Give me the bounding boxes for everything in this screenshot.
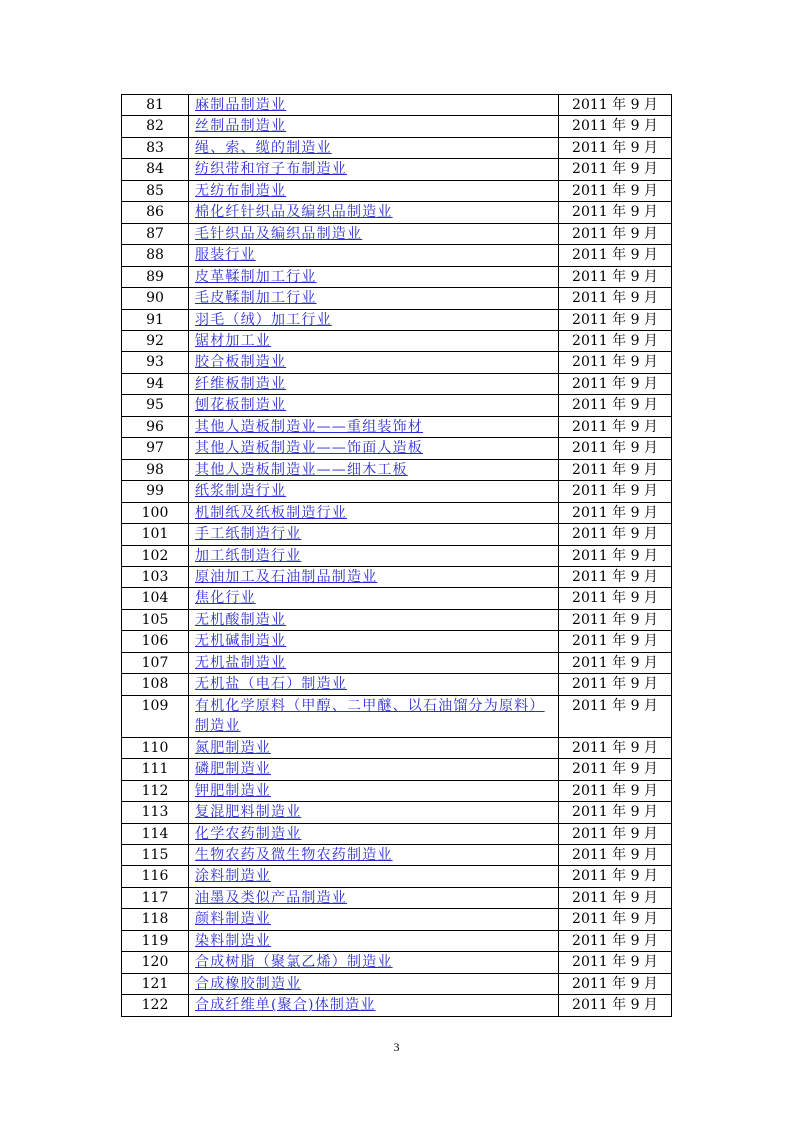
date-cell: 2011 年 9 月 xyxy=(559,780,672,801)
industry-name-cell xyxy=(189,909,559,930)
industry-name-cell xyxy=(189,631,559,652)
date-cell: 2011 年 9 月 xyxy=(559,609,672,630)
date-cell: 2011 年 9 月 xyxy=(559,674,672,695)
row-number: 87 xyxy=(122,223,189,244)
industry-name-cell xyxy=(189,823,559,844)
industry-link[interactable]: 纸浆制造行业 xyxy=(195,483,287,500)
industry-name-cell xyxy=(189,116,559,137)
industry-link[interactable]: 其他人造板制造业——细木工板 xyxy=(195,461,408,478)
table-row xyxy=(122,588,672,609)
industry-name-cell xyxy=(189,373,559,394)
industry-name-cell xyxy=(189,566,559,587)
row-number: 98 xyxy=(122,459,189,480)
row-number: 97 xyxy=(122,438,189,459)
industry-link[interactable]: 磷肥制造业 xyxy=(195,761,271,778)
row-number: 84 xyxy=(122,159,189,180)
industry-name-cell xyxy=(189,95,559,116)
date-cell: 2011 年 9 月 xyxy=(559,245,672,266)
date-cell: 2011 年 9 月 xyxy=(559,137,672,158)
table-row xyxy=(122,823,672,844)
industry-name-cell xyxy=(189,352,559,373)
date-cell: 2011 年 9 月 xyxy=(559,545,672,566)
row-number: 111 xyxy=(122,759,189,780)
industry-link[interactable]: 棉化纤针织品及编织品制造业 xyxy=(195,204,393,221)
industry-name-cell xyxy=(189,609,559,630)
table-row xyxy=(122,245,672,266)
table-row xyxy=(122,116,672,137)
row-number: 107 xyxy=(122,652,189,673)
row-number: 92 xyxy=(122,330,189,351)
industry-link[interactable]: 涂料制造业 xyxy=(195,868,271,885)
date-cell: 2011 年 9 月 xyxy=(559,159,672,180)
industry-link[interactable]: 合成纤维单(聚合)体制造业 xyxy=(195,997,376,1014)
table-row xyxy=(122,802,672,823)
industry-link[interactable]: 锯材加工业 xyxy=(195,332,271,349)
table-body xyxy=(122,95,672,1017)
row-number: 100 xyxy=(122,502,189,523)
table-row xyxy=(122,180,672,201)
row-number: 86 xyxy=(122,202,189,223)
table-row xyxy=(122,930,672,951)
industry-name-cell xyxy=(189,545,559,566)
row-number: 118 xyxy=(122,909,189,930)
table-row xyxy=(122,887,672,908)
row-number: 93 xyxy=(122,352,189,373)
row-number: 104 xyxy=(122,588,189,609)
row-number: 122 xyxy=(122,995,189,1016)
industry-standards-table xyxy=(121,94,672,1017)
industry-link[interactable]: 手工纸制造行业 xyxy=(195,526,302,543)
industry-name-cell xyxy=(189,202,559,223)
date-cell: 2011 年 9 月 xyxy=(559,995,672,1016)
industry-link[interactable]: 羽毛（绒）加工行业 xyxy=(195,311,332,328)
row-number: 110 xyxy=(122,737,189,758)
industry-link[interactable]: 无机碱制造业 xyxy=(195,633,287,650)
table-row xyxy=(122,95,672,116)
row-number: 121 xyxy=(122,973,189,994)
table-row xyxy=(122,545,672,566)
industry-name-cell xyxy=(189,973,559,994)
industry-name-cell xyxy=(189,309,559,330)
date-cell: 2011 年 9 月 xyxy=(559,438,672,459)
industry-name-cell xyxy=(189,952,559,973)
industry-name-cell xyxy=(189,266,559,287)
date-cell: 2011 年 9 月 xyxy=(559,502,672,523)
industry-name-cell xyxy=(189,137,559,158)
date-cell: 2011 年 9 月 xyxy=(559,288,672,309)
industry-link[interactable]: 毛皮鞣制加工行业 xyxy=(195,290,317,307)
industry-link[interactable]: 胶合板制造业 xyxy=(195,354,287,371)
industry-link[interactable]: 无机酸制造业 xyxy=(195,611,287,628)
row-number: 103 xyxy=(122,566,189,587)
row-number: 81 xyxy=(122,95,189,116)
date-cell: 2011 年 9 月 xyxy=(559,737,672,758)
industry-link[interactable]: 原油加工及石油制品制造业 xyxy=(195,568,378,585)
date-cell: 2011 年 9 月 xyxy=(559,844,672,865)
industry-name-cell xyxy=(189,652,559,673)
row-number: 109 xyxy=(122,695,189,737)
date-cell: 2011 年 9 月 xyxy=(559,481,672,502)
date-cell: 2011 年 9 月 xyxy=(559,695,672,737)
industry-link[interactable]: 纤维板制造业 xyxy=(195,375,287,392)
date-cell: 2011 年 9 月 xyxy=(559,588,672,609)
industry-name-cell xyxy=(189,737,559,758)
table-row xyxy=(122,952,672,973)
industry-link[interactable]: 加工纸制造行业 xyxy=(195,547,302,564)
row-number: 102 xyxy=(122,545,189,566)
row-number: 91 xyxy=(122,309,189,330)
table-row xyxy=(122,159,672,180)
row-number: 89 xyxy=(122,266,189,287)
industry-name-cell xyxy=(189,223,559,244)
table-row xyxy=(122,416,672,437)
industry-link[interactable]: 服装行业 xyxy=(195,247,256,264)
industry-name-cell xyxy=(189,674,559,695)
industry-name-cell xyxy=(189,930,559,951)
industry-link[interactable]: 无机盐制造业 xyxy=(195,654,287,671)
industry-name-cell xyxy=(189,995,559,1016)
industry-name-cell xyxy=(189,524,559,545)
table-row xyxy=(122,631,672,652)
industry-link[interactable]: 合成树脂（聚氯乙烯）制造业 xyxy=(195,954,393,971)
date-cell: 2011 年 9 月 xyxy=(559,524,672,545)
industry-link[interactable]: 其他人造板制造业——饰面人造板 xyxy=(195,440,423,457)
table-row xyxy=(122,373,672,394)
page-number: 3 xyxy=(393,1040,400,1054)
table-row xyxy=(122,137,672,158)
row-number: 99 xyxy=(122,481,189,502)
table-row xyxy=(122,909,672,930)
industry-link[interactable]: 生物农药及微生物农药制造业 xyxy=(195,846,393,863)
industry-name-cell xyxy=(189,780,559,801)
row-number: 96 xyxy=(122,416,189,437)
table-row xyxy=(122,866,672,887)
date-cell: 2011 年 9 月 xyxy=(559,759,672,780)
date-cell: 2011 年 9 月 xyxy=(559,930,672,951)
industry-link[interactable]: 复混肥料制造业 xyxy=(195,804,302,821)
table-row xyxy=(122,330,672,351)
row-number: 82 xyxy=(122,116,189,137)
industry-name-cell xyxy=(189,416,559,437)
row-number: 105 xyxy=(122,609,189,630)
table-row xyxy=(122,288,672,309)
industry-name-cell xyxy=(189,245,559,266)
date-cell: 2011 年 9 月 xyxy=(559,373,672,394)
industry-link[interactable]: 无纺布制造业 xyxy=(195,182,287,199)
date-cell: 2011 年 9 月 xyxy=(559,566,672,587)
date-cell: 2011 年 9 月 xyxy=(559,116,672,137)
row-number: 115 xyxy=(122,844,189,865)
table-row xyxy=(122,202,672,223)
row-number: 101 xyxy=(122,524,189,545)
table-row xyxy=(122,695,672,737)
row-number: 113 xyxy=(122,802,189,823)
table-row xyxy=(122,438,672,459)
date-cell: 2011 年 9 月 xyxy=(559,330,672,351)
date-cell: 2011 年 9 月 xyxy=(559,352,672,373)
row-number: 95 xyxy=(122,395,189,416)
industry-link[interactable]: 绳、索、缆的制造业 xyxy=(195,139,332,156)
industry-name-cell xyxy=(189,330,559,351)
table-row xyxy=(122,352,672,373)
date-cell: 2011 年 9 月 xyxy=(559,631,672,652)
industry-name-cell xyxy=(189,180,559,201)
table-row xyxy=(122,524,672,545)
date-cell: 2011 年 9 月 xyxy=(559,180,672,201)
industry-link[interactable]: 化学农药制造业 xyxy=(195,825,302,842)
industry-link[interactable]: 麻制品制造业 xyxy=(195,97,287,113)
date-cell: 2011 年 9 月 xyxy=(559,909,672,930)
industry-name-cell xyxy=(189,588,559,609)
industry-link[interactable]: 油墨及类似产品制造业 xyxy=(195,889,347,906)
industry-name-cell xyxy=(189,502,559,523)
table-row xyxy=(122,266,672,287)
row-number: 108 xyxy=(122,674,189,695)
industry-name-cell xyxy=(189,481,559,502)
industry-link[interactable]: 无机盐（电石）制造业 xyxy=(195,676,347,693)
table-row xyxy=(122,566,672,587)
row-number: 90 xyxy=(122,288,189,309)
date-cell: 2011 年 9 月 xyxy=(559,95,672,116)
industry-name-cell xyxy=(189,695,559,737)
table-row xyxy=(122,674,672,695)
date-cell: 2011 年 9 月 xyxy=(559,202,672,223)
row-number: 94 xyxy=(122,373,189,394)
table-row xyxy=(122,844,672,865)
industry-link[interactable]: 机制纸及纸板制造行业 xyxy=(195,504,347,521)
table-row xyxy=(122,973,672,994)
industry-link[interactable]: 纺织带和帘子布制造业 xyxy=(195,161,347,178)
industry-name-cell xyxy=(189,438,559,459)
table-row xyxy=(122,652,672,673)
industry-link[interactable]: 毛针织品及编织品制造业 xyxy=(195,225,363,242)
row-number: 106 xyxy=(122,631,189,652)
row-number: 114 xyxy=(122,823,189,844)
table-row xyxy=(122,502,672,523)
table-row xyxy=(122,223,672,244)
industry-link[interactable]: 钾肥制造业 xyxy=(195,782,271,799)
industry-name-cell xyxy=(189,802,559,823)
date-cell: 2011 年 9 月 xyxy=(559,823,672,844)
row-number: 119 xyxy=(122,930,189,951)
date-cell: 2011 年 9 月 xyxy=(559,416,672,437)
table-row xyxy=(122,309,672,330)
row-number: 85 xyxy=(122,180,189,201)
row-number: 88 xyxy=(122,245,189,266)
industry-link[interactable]: 合成橡胶制造业 xyxy=(195,975,302,992)
row-number: 120 xyxy=(122,952,189,973)
table-row xyxy=(122,759,672,780)
date-cell: 2011 年 9 月 xyxy=(559,395,672,416)
industry-name-cell xyxy=(189,887,559,908)
date-cell: 2011 年 9 月 xyxy=(559,952,672,973)
industry-name-cell xyxy=(189,866,559,887)
date-cell: 2011 年 9 月 xyxy=(559,973,672,994)
table-row xyxy=(122,995,672,1016)
industry-link[interactable]: 颜料制造业 xyxy=(195,911,271,928)
table-row xyxy=(122,459,672,480)
table-row xyxy=(122,780,672,801)
industry-name-cell xyxy=(189,395,559,416)
industry-link[interactable]: 氮肥制造业 xyxy=(195,739,271,756)
row-number: 83 xyxy=(122,137,189,158)
industry-link[interactable]: 焦化行业 xyxy=(195,590,256,607)
industry-name-cell xyxy=(189,159,559,180)
industry-link[interactable]: 有机化学原料（甲醇、二甲醚、以石油馏分为原料）制造业 xyxy=(195,697,545,735)
industry-link[interactable]: 刨花板制造业 xyxy=(195,397,287,414)
date-cell: 2011 年 9 月 xyxy=(559,802,672,823)
date-cell: 2011 年 9 月 xyxy=(559,459,672,480)
row-number: 117 xyxy=(122,887,189,908)
industry-name-cell xyxy=(189,288,559,309)
industry-link[interactable]: 其他人造板制造业——重组装饰材 xyxy=(195,418,423,435)
date-cell: 2011 年 9 月 xyxy=(559,309,672,330)
industry-name-cell xyxy=(189,844,559,865)
table-row xyxy=(122,481,672,502)
table-row xyxy=(122,737,672,758)
date-cell: 2011 年 9 月 xyxy=(559,223,672,244)
date-cell: 2011 年 9 月 xyxy=(559,266,672,287)
industry-link[interactable]: 丝制品制造业 xyxy=(195,118,287,135)
table-row xyxy=(122,609,672,630)
industry-link[interactable]: 染料制造业 xyxy=(195,932,271,949)
date-cell: 2011 年 9 月 xyxy=(559,652,672,673)
industry-link[interactable]: 皮革鞣制加工行业 xyxy=(195,268,317,285)
date-cell: 2011 年 9 月 xyxy=(559,866,672,887)
industry-name-cell xyxy=(189,759,559,780)
table-row xyxy=(122,395,672,416)
industry-name-cell xyxy=(189,459,559,480)
row-number: 112 xyxy=(122,780,189,801)
row-number: 116 xyxy=(122,866,189,887)
date-cell: 2011 年 9 月 xyxy=(559,887,672,908)
